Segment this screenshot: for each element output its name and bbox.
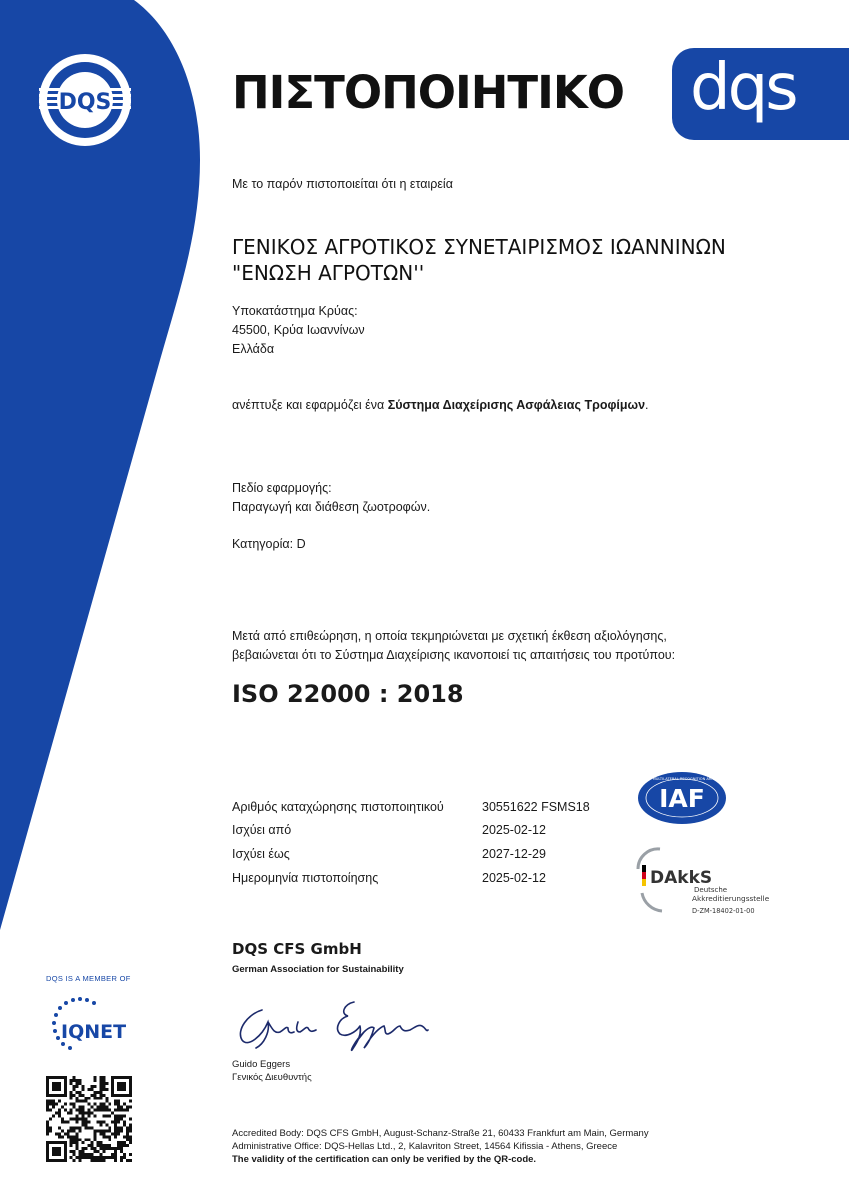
detail-value: 2025-02-12 [482,871,546,885]
detail-label: Ισχύει έως [232,847,290,861]
standard-title: ISO 22000 : 2018 [232,680,464,708]
dakks-code: D-ZM-18402-01-00 [692,907,755,915]
detail-row [232,871,592,891]
company-address [232,302,365,359]
seal-text: DQS [58,90,112,115]
statement-suffix: . [645,398,649,412]
management-system-name: Σύστημα Διαχείρισης Ασφάλειας Τροφίμων [387,398,646,412]
iqnet-name: IQNET [61,1021,127,1043]
detail-label: Αριθμός καταχώρησης πιστοποιητικού [232,800,444,814]
qr-code[interactable] [46,1076,132,1162]
audit-statement [232,627,675,665]
system-statement [232,396,649,415]
iaf-logo [629,770,735,826]
dqs-seal-logo [37,52,133,148]
detail-label: Ισχύει από [232,823,292,837]
detail-value: 2027-12-29 [482,847,546,861]
scope-value: Παραγωγή και διάθεση ζωοτροφών. [232,500,431,514]
address-line-3: Ελλάδα [232,342,275,356]
issuer-subtitle: German Association for Sustainability [232,964,404,975]
detail-row [232,847,592,867]
issuer-name: DQS CFS GmbH [232,940,362,958]
detail-row [232,823,592,843]
signatory-name: Guido Eggers [232,1059,291,1070]
address-line-1: Υποκατάστημα Κρύας: [232,304,358,318]
category: Κατηγορία: D [232,537,306,551]
iaf-text: IAF [659,784,705,813]
scope-label: Πεδίο εφαρμογής: [232,481,332,495]
dakks-line-1: Deutsche [694,886,728,894]
detail-value: 2025-02-12 [482,823,546,837]
signature [228,992,438,1054]
dakks-logo [636,845,786,917]
audit-statement-line-2: βεβαιώνεται ότι το Σύστημα Διαχείρισης ικανοποιεί τις απαιτήσεις του προτύπου: [232,648,676,662]
iqnet-member-label: DQS IS A MEMBER OF [46,974,131,983]
detail-label: Ημερομηνία πιστοποίησης [232,871,379,885]
detail-row [232,800,592,820]
iaf-ring-text: MEMBER OF MULTILATERAL RECOGNITION ARRANGEMENT [629,777,735,781]
audit-statement-line-1: Μετά από επιθεώρηση, η οποία τεκμηριώνεται με σχετική έκθεση αξιολόγησης, [232,629,667,643]
certificate-title: ΠΙΣΤΟΠΟΙΗΤΙΚΟ [232,66,624,119]
statement-prefix: ανέπτυξε και εφαρμόζει ένα [232,398,388,412]
detail-value: 30551622 FSMS18 [482,800,590,814]
dqs-brand-logo: dqs [690,51,796,125]
footer [232,1127,649,1166]
footer-validity-note: The validity of the certification can only be verified by the QR-code. [232,1154,537,1165]
intro-text: Με το παρόν πιστοποιείται ότι η εταιρεία [232,177,453,191]
scope-block [232,479,430,517]
signatory-block [232,1058,312,1084]
dakks-name: DAkkS [650,868,713,888]
signatory-role: Γενικός Διευθυντής [232,1072,312,1083]
company-name [232,234,726,286]
company-name-line-2: "ΕΝΩΣΗ ΑΓΡΟΤΩΝ'' [232,261,425,285]
company-name-line-1: ΓΕΝΙΚΟΣ ΑΓΡΟΤΙΚΟΣ ΣΥΝΕΤΑΙΡΙΣΜΟΣ ΙΩΑΝΝΙΝΩΝ [232,235,726,259]
footer-administrative-office: Administrative Office: DQS-Hellas Ltd., 2, Kalavriton Street, 14564 Kifissia - Athens, Greece [232,1141,618,1152]
iqnet-logo [46,992,132,1054]
footer-accredited-body: Accredited Body: DQS CFS GmbH, August-Schanz-Straße 21, 60433 Frankfurt am Main, Germany [232,1128,649,1139]
address-line-2: 45500, Κρύα Ιωαννίνων [232,323,365,337]
dakks-line-2: Akkreditierungsstelle [692,894,770,903]
